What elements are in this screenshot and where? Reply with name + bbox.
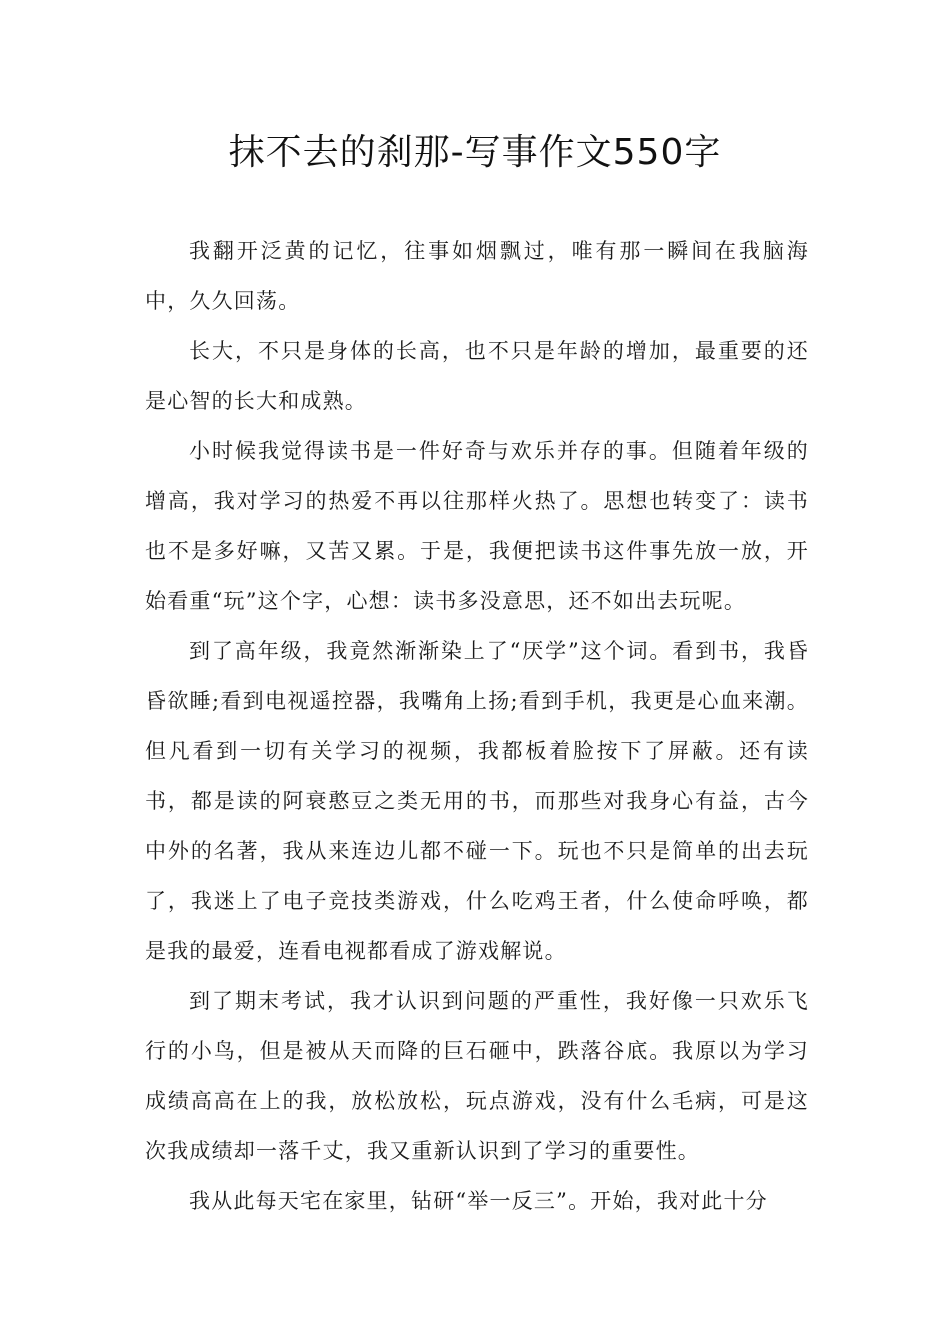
document-body (145, 226, 809, 1226)
document-title: 抹不去的刹那-写事作文550字 (228, 132, 722, 173)
paragraph-3: 小时候我觉得读书是一件好奇与欢乐并存的事。但随着年级的增高，我对学习的热爱不再以往那样火热了。思想也转变了：读书也不是多好嘛，又苦又累。于是，我便把读书这件事先放一放，开始看重“玩”这个字，心想：读书多没意思，还不如出去玩呢。 (145, 439, 809, 613)
paragraph-1: 我翻开泛黄的记忆，往事如烟飘过，唯有那一瞬间在我脑海中，久久回荡。 (145, 239, 809, 313)
paragraph-4: 到了高年级，我竟然渐渐染上了“厌学”这个词。看到书，我昏昏欲睡;看到电视遥控器，我嘴角上扬;看到手机，我更是心血来潮。但凡看到一切有关学习的视频，我都板着脸按下了屏蔽。还有读书，都是读的阿衰憨豆之类无用的书，而那些对我身心有益，古今中外的名著，我从来连边儿都不碰一下。玩也不只是简单的出去玩了，我迷上了电子竞技类游戏，什么吃鸡王者，什么使命呼唤，都是我的最爱，连看电视都看成了游戏解说。 (145, 639, 809, 963)
paragraph-2: 长大，不只是身体的长高，也不只是年龄的增加，最重要的还是心智的长大和成熟。 (145, 339, 809, 413)
paragraph-6: 我从此每天宅在家里，钻研“举一反三”。开始，我对此十分 (189, 1189, 768, 1213)
paragraph-5: 到了期末考试，我才认识到问题的严重性，我好像一只欢乐飞行的小鸟，但是被从天而降的巨石砸中，跌落谷底。我原以为学习成绩高高在上的我，放松放松，玩点游戏，没有什么毛病，可是这次我成绩却一落千丈，我又重新认识到了学习的重要性。 (145, 989, 809, 1163)
